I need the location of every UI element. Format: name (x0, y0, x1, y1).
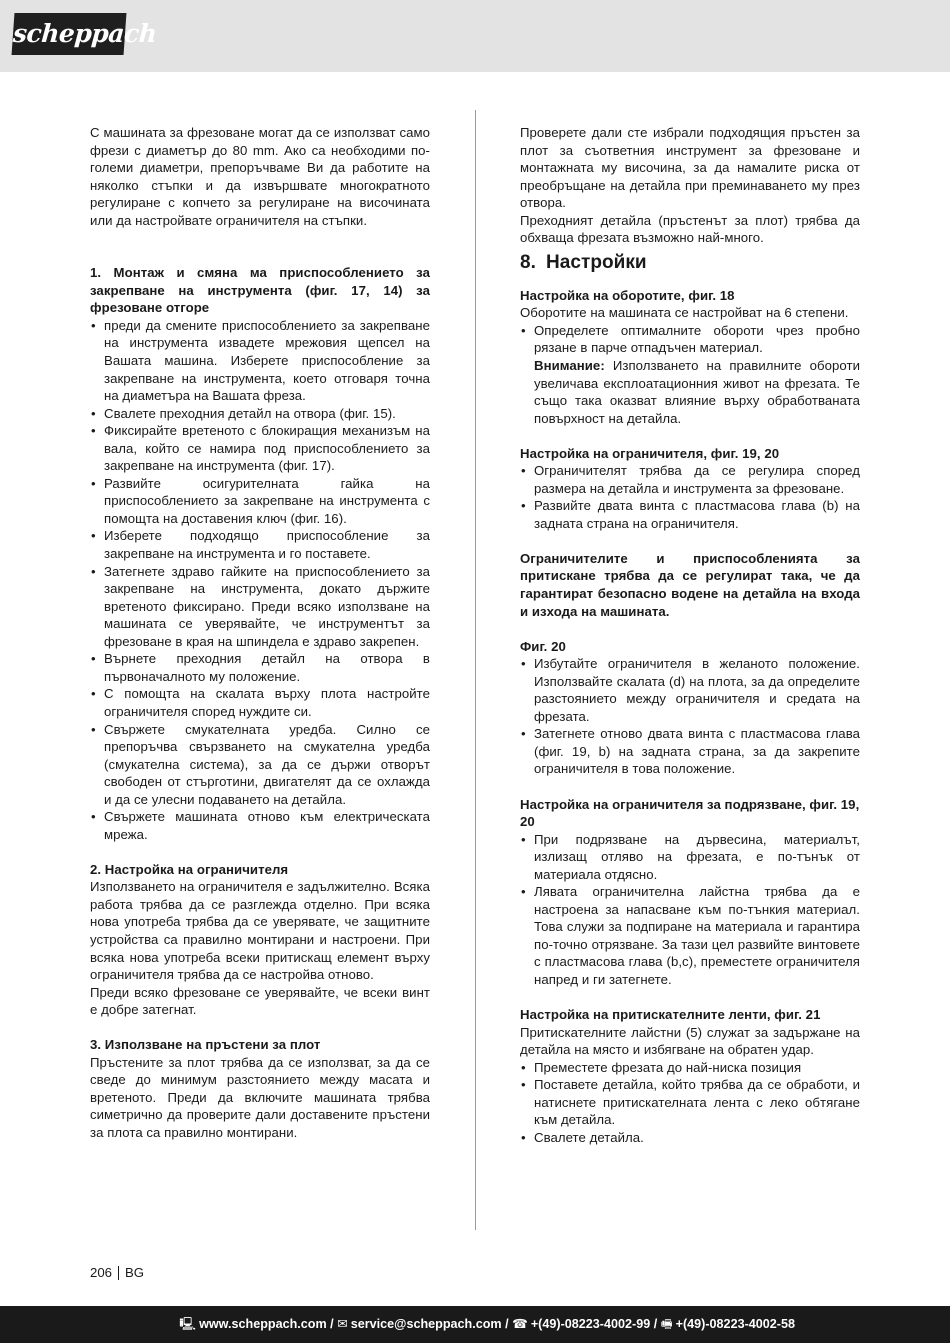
warning-label: Внимание: (534, 358, 605, 374)
computer-icon: 🖳 (179, 1317, 197, 1331)
list-item: • Свържете смукателната уредба. Силно се препоръчва свързването на смукателна уредба (смукателна система), за да се държи отворът свободен от стърготини, двигателят да се охлажда и да се улесни подаването на детайла. (90, 721, 430, 809)
chapter-heading (520, 251, 860, 275)
list-item (520, 322, 860, 427)
list-item: • Върнете преходния детайл на отвора в първоначалното му положение. (90, 650, 430, 685)
list-item: • преди да смените приспособлението за закрепване на инструмента извадете мрежовия щепсел на Вашата машина. Изберете приспособление за закрепване на инструмента, което отговаря точна на диаметъра на Вашата фреза. (90, 317, 430, 405)
website-link[interactable]: www.scheppach.com (199, 1317, 327, 1331)
list-item: • Свалете преходния детайл на отвора (фиг. 15). (90, 405, 430, 423)
warning-text: Използването на правилните обороти увеличава експлоатационния живот на фрезата. Те също така оказват влияние върху обработваната повърхност на детайла. (534, 358, 860, 426)
ring-paragraph-2: Преходният детайла (пръстенът за плот) трябва да обхваща фрезата възможно най-много. (520, 212, 860, 246)
undercut-title: Настройка на ограничителя за подрязване, фиг. 19, 20 (520, 796, 860, 830)
contact-footer: 🖳 www.scheppach.com / ✉ service@scheppach.com / ☎ +(49)-08223-4002-99 / 🖷 +(49)-08223-4002-58 (0, 1306, 950, 1343)
fence-list (520, 462, 860, 532)
fig20-list (520, 655, 860, 778)
section-2-title: 2. Настройка на ограничителя (90, 861, 289, 877)
speed-paragraph: Оборотите на машината се настройват на 6 степени. (520, 305, 849, 321)
press-title: Настройка на притискателните ленти, фиг. 21 (520, 1007, 821, 1023)
list-item: • С помощта на скалата върху плота настройте ограничителя според нуждите си. (90, 685, 430, 720)
ring-paragraph: Проверете дали сте избрали подходящия пръстен за плот за съответния инструмент за фрезоване и монтажната му височина, за да намалите риска от преобръщане на детайла при преминаването му през отвора. (520, 125, 860, 211)
email-icon: ✉ (337, 1317, 348, 1331)
list-item: • Фиксирайте вретеното с блокиращия механизъм на вала, който се намира под приспособлението за закрепване на инструмента (фиг. 17). (90, 422, 430, 475)
list-item: • Затегнете отново двата винта с пластмасова глава (фиг. 19, b) на задната страна, за да закрепите ограничителя в това положение. (520, 725, 860, 778)
speed-item: • Определете оптималните обороти чрез пробно рязане в парче отпадъчен материал. (534, 322, 860, 356)
section-1-title: 1. Монтаж и смяна ма приспособлението за закрепване на инструмента (фиг. 17, 14) за фрезоване отгоре (90, 265, 430, 316)
fig20-title: Фиг. 20 (520, 638, 566, 654)
list-item: • Развийте двата винта с пластмасова глава (b) на задната страна на ограничителя. (520, 497, 860, 532)
section-3-paragraph: Пръстените за плот трябва да се използват, за да се сведе до минимум разстоянието между масата и вретеното. Преди да включите машината трябва симетрично да проверите дали доставените пръстени за плота са правилно монтирани. (90, 1054, 430, 1140)
list-item: • Ограничителят трябва да се регулира според размера на детайла и инструмента за фрезоване. (520, 462, 860, 497)
fax-icon: 🖷 (660, 1317, 673, 1331)
list-item: • Лявата ограничителна лайстна трябва да е настроена за напасване към по-тънкия материал. Това служи за подпиране на материала и гарантира по-точно отрязване. За тази цел развийте винтовете с пластмасова глава (b,c), преместете ограничителя напред и ги затегнете. (520, 883, 860, 988)
speed-warning (534, 357, 860, 427)
list-item: • Затегнете здраво гайките на приспособлението за закрепване на инструмента, докато държите вретеното фиксирано. Преди всяко използване на машината се уверявайте, че инструментът за фрезоване в края на шпиндела е здраво закрепен. (90, 563, 430, 651)
section-2-paragraph: Използването на ограничителя е задължително. Всяка работа трябва да се разглежда отделно. При всяка нова употреба трябва да се уверявате, че защитните устройства са правилно монтирани и настроени. При всяка нова употреба всеки притискащ елемент върху ограничителя трябва да се настройва отново. (90, 879, 430, 983)
list-item: • Развийте осигурителната гайка на приспособлението за закрепване на инструмента с помощта на доставения ключ (фиг. 16). (90, 475, 430, 528)
fence-title: Настройка на ограничителя, фиг. 19, 20 (520, 445, 780, 461)
email-link[interactable]: service@scheppach.com (350, 1317, 502, 1331)
page-header (0, 0, 950, 72)
press-list (520, 1059, 860, 1147)
page-separator (118, 1266, 119, 1280)
brand-logo: scheppach (12, 13, 127, 55)
chapter-number: 8. (520, 251, 536, 273)
press-paragraph: Притискателните лайстни (5) служат за задържане на детайла на място и избягване на обратен удар. (520, 1024, 860, 1058)
chapter-title: Настройки (545, 251, 647, 273)
page-number (90, 1265, 144, 1280)
page-number-value: 206 (90, 1265, 113, 1280)
undercut-list (520, 831, 860, 989)
list-item: • Поставете детайла, който трябва да се обработи, и натиснете притискателната лента с леко обтягане към детайла. (520, 1076, 860, 1129)
list-item: • Преместете фрезата до най-ниска позиция (520, 1059, 860, 1077)
language-code: BG (125, 1265, 145, 1280)
phone-icon: ☎ (512, 1317, 528, 1331)
phone-number: +(49)-08223-4002-99 (530, 1317, 651, 1331)
list-item: • Избутайте ограничителя в желаното положение. Използвайте скалата (d) на плота, за да определите разстоянието между ограничителя и средата на фрезата. (520, 655, 860, 725)
column-divider (475, 110, 476, 1230)
section-2-paragraph-2: Преди всяко фрезоване се уверявайте, че всеки винт е добре затегнат. (90, 984, 430, 1018)
list-item: • Изберете подходящо приспособление за закрепване на инструмента и го поставете. (90, 527, 430, 562)
list-item: • Свържете машината отново към електрическата мрежа. (90, 808, 430, 843)
list-item: • При подрязване на дървесина, материалът, излизащ отляво на фрезата, е по-тънък от материала отдясно. (520, 831, 860, 884)
section-1-list (90, 317, 430, 843)
intro-paragraph: С машината за фрезоване могат да се използват само фрези с диаметър до 80 mm. Ако са необходими по-големи диаметри, препоръчваме Ви да работите на няколко стъпки и да извършвате многократното регулиране с копчето за регулиране на височината или да настройвате ограничителя на стъпки. (90, 125, 430, 228)
left-column (90, 124, 430, 1142)
fax-number: +(49)-08223-4002-58 (675, 1317, 795, 1331)
right-column (520, 124, 860, 1146)
speed-title: Настройка на оборотите, фиг. 18 (520, 287, 735, 303)
safety-note: Ограничителите и приспособленията за притискане трябва да се регулират така, че да гарантират безопасно водене на детайла на входа и изхода на машината. (520, 550, 860, 619)
list-item: • Свалете детайла. (520, 1129, 860, 1147)
speed-list (520, 322, 860, 427)
section-3-title: 3. Използване на пръстени за плот (90, 1037, 321, 1053)
